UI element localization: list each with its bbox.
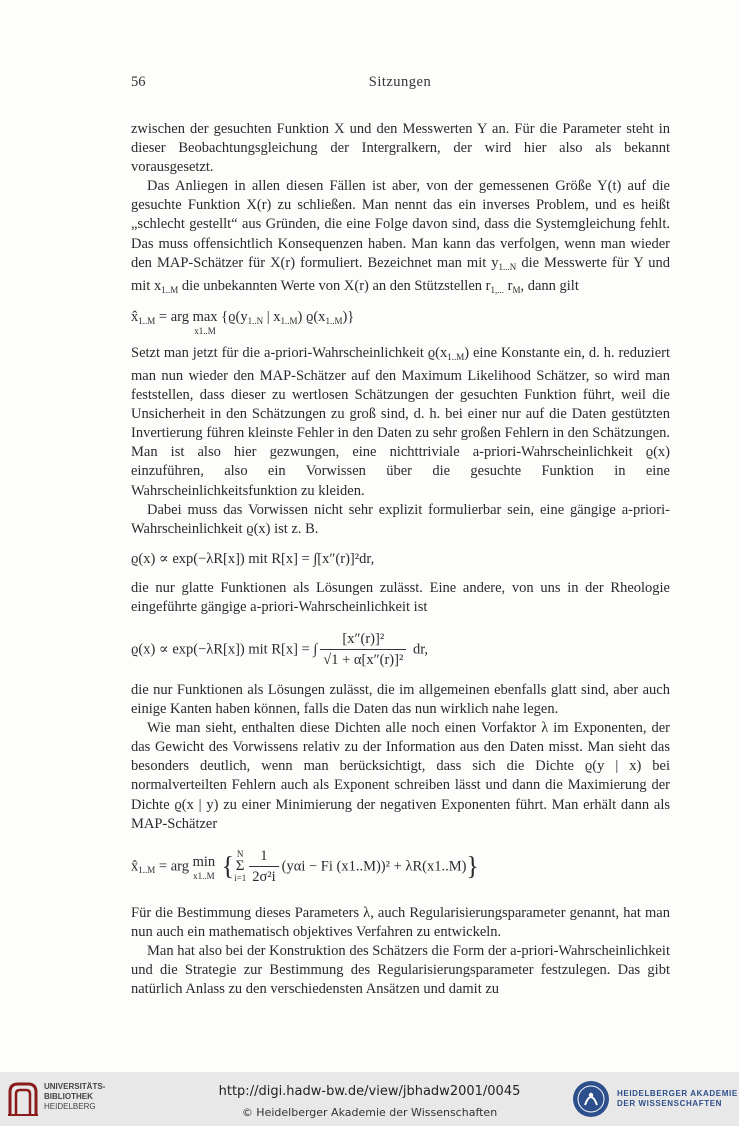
paragraph-2: Das Anliegen in allen diesen Fällen ist aber, von der gemessenen Größe Y(t) auf die gesuchte Funktion X(r) zu schließen. Man nennt das ein inverses Problem, und es heißt „schlecht gestellt“ aus Gründen, die eine Folge davon sind, dass die Systemgleichung fehlt. Das muss offensichtlich Konsequenzen haben. Man kann das verfolgen, wenn man wieder den MAP-Schätzer für X(r) formuliert. Bezeichnet man mit $y_{1...N}$ die Messwerte für Y und mit $x_{1..M}$ die unbekannten Werte von X(r) an den Stützstellen $r_{1,...}$ $r_M$, dann gilt (131, 178, 670, 295)
paragraph-7: Wie man sieht, enthalten diese Dichten alle noch einen Vorfaktor λ im Exponenten, der das Gewicht des Vorwissens relativ zu der Information aus den Daten misst. Man sieht das besonders deutlich, wenn man berücksichtigt, dass sich die Dichte ϱ(y | x) bei normalverteilten Fehlern auch als Exponent schreiben lässt und dann die Maximierung der Dichte ϱ(x | y) zu einer Minimierung der negativen Exponenten führt. Man erhält dann als MAP-Schätzer (131, 720, 670, 832)
formula-map-regularized: $x̂_{1..M}$ = arg min x1..M { N Σ i=1 $\frac{1}{\text{2σ²i}}$ (yαi − Fi (x1..M))² + λR(x1..M)} (131, 847, 479, 885)
paragraph-4: Dabei muss das Vorwissen nicht sehr explizit formulierbar sein, eine gängige a-priori-Wahrscheinlichkeit ϱ(x) ist z. B. (131, 501, 670, 537)
footer-bar (0, 1072, 739, 1126)
paragraph-3: Setzt man jetzt für die a-priori-Wahrscheinlichkeit $ϱ(x_{1..M})$ eine Konstante ein, d. h. reduziert man nun wieder den MAP-Schätzer auf den Maximum Likelihood Schätzer, so wird man feststellen, dass dieser zu wertlosen Schätzungen der gesuchten Funktion führt, weil die Unsicherheit in den Schätzungen zu groß sind, d. h. bei einer nur auf die Daten gestützten Invertierung führen kleinste Fehler in den Daten zu sehr großen Fehlern in den Schätzungen. Man ist also hier gezwungen, eine nichttriviale a-priori-Wahrscheinlichkeit ϱ(x) einzuführen, also ein Vorwissen über die gesuchte Funktion in eine Wahrscheinlichkeitsfunktion zu kleiden. (131, 344, 670, 499)
academy-seal-icon (572, 1080, 610, 1118)
copyright-notice: © Heidelberger Akademie der Wissenschaften (241, 1106, 498, 1119)
permalink-url[interactable]: http://digi.hadw-bw.de/view/jbhadw2001/0045 (218, 1084, 521, 1099)
body-text (131, 120, 670, 999)
paragraph-5: die nur glatte Funktionen als Lösungen zulässt. Eine andere, von uns in der Rheologie eingeführte gängige a-priori-Wahrscheinlichkeit ist (131, 579, 670, 615)
page-number: 56 (131, 74, 146, 90)
paragraph-9: Man hat also bei der Konstruktion des Schätzers die Form der a-priori-Wahrscheinlichkeit und die Strategie zur Bestimmung des Regularisierungsparameter festzulegen. Das gibt natürlich Anlass zu den verschiedensten Ansätzen und damit zu (131, 942, 670, 998)
academy-name: HEIDELBERGER AKADEMIE DER WISSENSCHAFTEN (617, 1089, 738, 1108)
page-header (131, 74, 669, 96)
running-title: Sitzungen (368, 74, 432, 90)
formula-edge-prior: ϱ(x) ∝ exp(−λR[x]) mit R[x] = ∫ $\frac{\text{[x″(r)]²}}{\text{√1 + α[x″(r)]²}}$ dr, (131, 630, 429, 668)
paragraph-6: die nur Funktionen als Lösungen zulässt, die im allgemeinen ebenfalls glatt sind, aber auch einige Kanten haben können, falls die Daten das nun wirklich nahe legen. (131, 681, 670, 718)
formula-map-estimator: $x̂_{1..M}$ = arg max x1..M {$ϱ(y_{1..N}$ | $x_{1..M}$) $ϱ(x_{1..M})$} (131, 308, 355, 336)
paragraph-1: zwischen der gesuchten Funktion X und den Messwerten Y an. Für die Parameter steht in dieser Beobachtungsgleichung der Intergralkern, der wird hier also als bekannt vorausgesetzt. (131, 121, 670, 176)
paragraph-8: Für die Bestimmung dieses Parameters λ, auch Regularisierungsparameter genannt, hat man nun auch ein mathematisch objektives Verfahren zu entwickeln. (131, 904, 670, 940)
formula-smooth-prior: ϱ(x) ∝ exp(−λR[x]) mit R[x] = ∫[x″(r)]²dr, (131, 550, 375, 567)
library-name: UNIVERSITÄTS- BIBLIOTHEK HEIDELBERG (44, 1082, 106, 1111)
